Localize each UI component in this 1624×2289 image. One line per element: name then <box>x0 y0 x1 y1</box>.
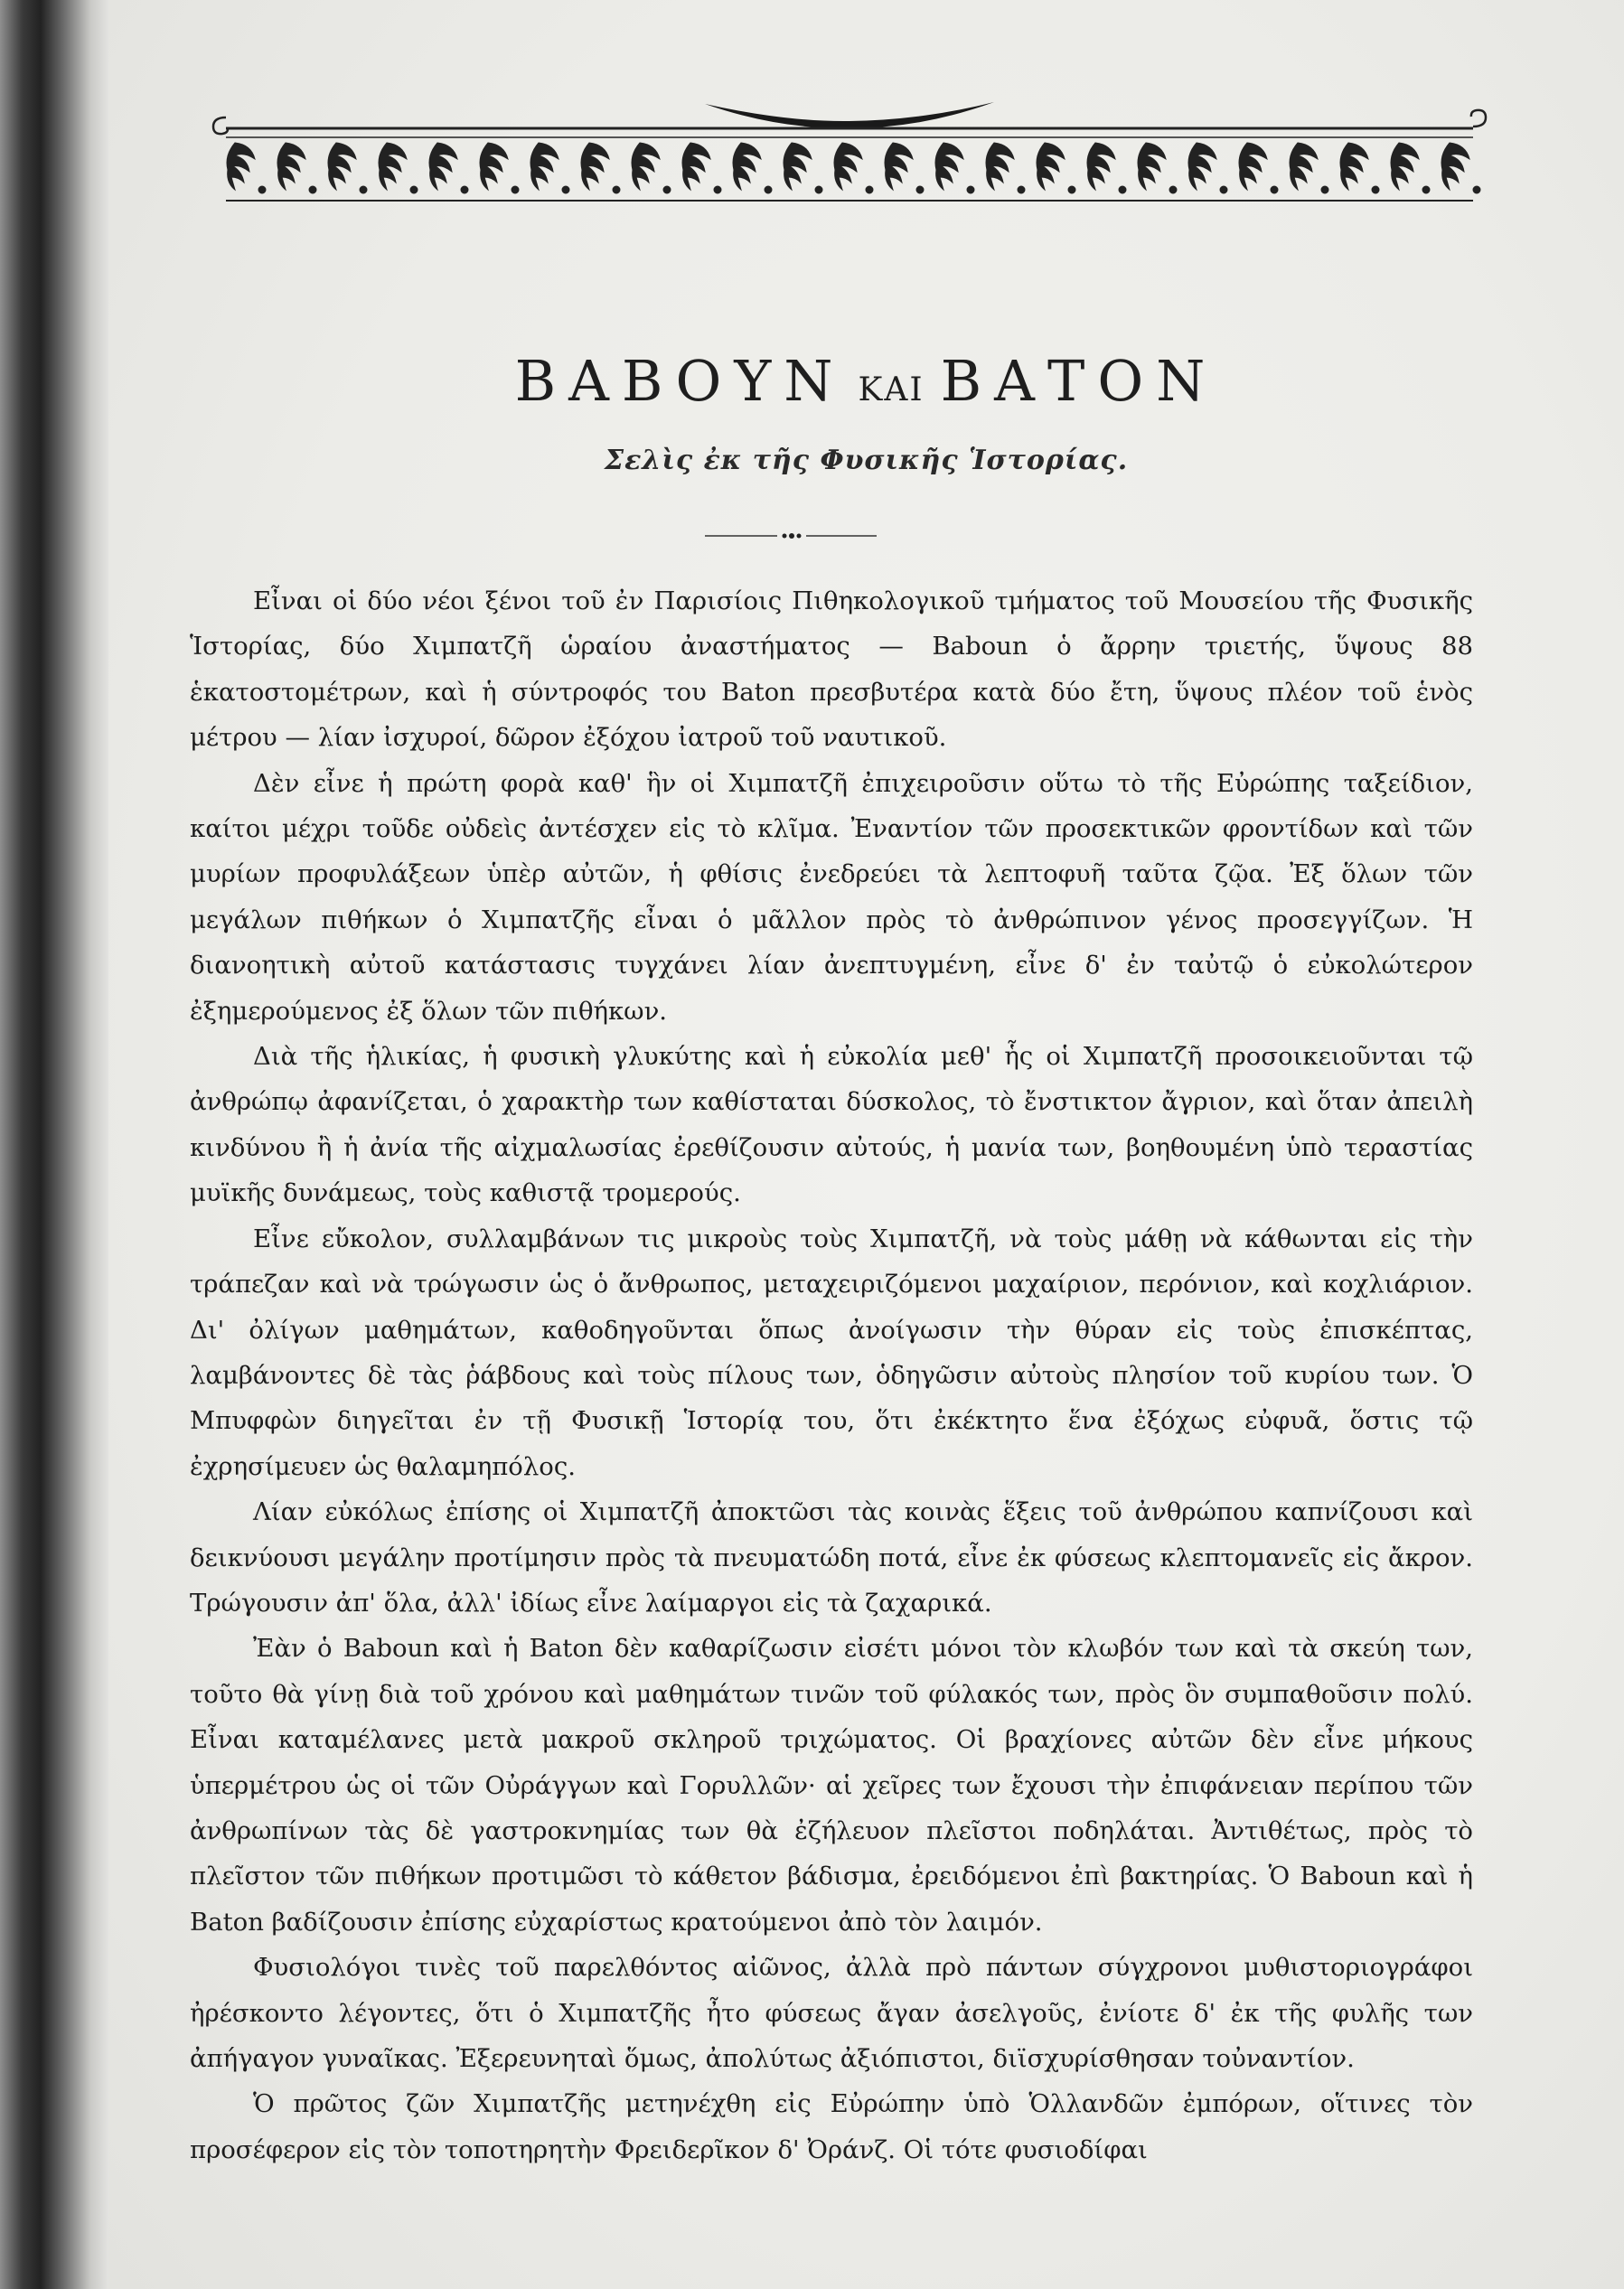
palmette-dot <box>815 186 822 193</box>
palmette-motif <box>581 143 609 190</box>
paragraph: Εἶνε εὔκολον, συλλαμβάνων τις μικροὺς τοὺς Χιμπατζῆ, νὰ τοὺς μάθῃ νὰ κάθωνται εἰς τὴν τράπεζαν καὶ νὰ τρώγωσιν ὡς ὁ ἄνθρωπος, μεταχειριζόμενοι μαχαίριον, περόνιον, καὶ κοχλιάριον. Δι' ὀλίγων μαθημάτων, καθοδηγοῦνται ὅπως ἀνοίγωσιν τὴν θύραν εἰς τοὺς ἐπισκέπτας, λαμβάνοντες δὲ τὰς ῥάβδους καὶ τοὺς πίλους των, ὁδηγῶσιν αὐτοὺς πλησίον τοῦ κυρίου των. Ὁ Μπυφφὼν διηγεῖται ἐν τῇ Φυσικῇ Ἱστορίᾳ του, ὅτι ἐκέκτητο ἕνα ἐξόχως εὐφυᾶ, ὅστις τῷ ἐχρησίμευεν ὡς θαλαμηπόλος. <box>190 1224 1473 1481</box>
section-divider <box>705 531 877 540</box>
palmette-motif <box>986 143 1014 190</box>
palmette-dot <box>714 186 721 193</box>
palmette-dot <box>1068 186 1075 193</box>
palmette-dot <box>1018 186 1025 193</box>
palmette-motif <box>429 143 457 190</box>
palmette-dot <box>1271 186 1278 193</box>
page-title <box>108 348 1624 414</box>
palmette-motif <box>1037 143 1065 190</box>
palmette-dot <box>461 186 468 193</box>
title-part-2: ΒΑΤΟΝ <box>940 348 1218 414</box>
palmette-motif <box>480 143 508 190</box>
palmette-dot <box>512 186 519 193</box>
palmette-dot <box>1422 186 1430 193</box>
palmette-motif <box>1391 143 1419 190</box>
palmette-dot <box>562 186 569 193</box>
palmette-motif <box>834 143 862 190</box>
palmette-dot <box>258 186 266 193</box>
palmette-motif <box>935 143 963 190</box>
paragraph: Λίαν εὐκόλως ἐπίσης οἱ Χιμπατζῆ ἀποκτῶσι τὰς κοινὰς ἕξεις τοῦ ἀνθρώπου καπνίζουσι καὶ δεικνύουσι μεγάλην προτίμησιν πρὸς τὰ πνευματώδη ποτά, εἶνε ἐκ φύσεως κλεπτομανεῖς εἰς ἄκρον. Τρώγουσιν ἀπ' ὅλα, ἀλλ' ἰδίως εἶνε λαίμαργοι εἰς τὰ ζαχαρικά. <box>190 1497 1473 1618</box>
palmette-dot <box>663 186 671 193</box>
paragraph: Δὲν εἶνε ἡ πρώτη φορὰ καθ' ἣν οἱ Χιμπατζῆ ἐπιχειροῦσιν οὕτω τὸ τῆς Εὐρώπης ταξείδιον, καίτοι μέχρι τοῦδε οὐδεὶς ἀντέσχεν εἰς τὸ κλῖμα. Ἐναντίον τῶν προσεκτικῶν φροντίδων καὶ τῶν μυρίων προφυλάξεων ὑπὲρ αὐτῶν, ἡ φθίσις ἐνεδρεύει τὰ λεπτοφυῆ ταῦτα ζῷα. Ἐξ ὅλων τῶν μεγάλων πιθήκων ὁ Χιμπατζῆς εἶναι ὁ μᾶλλον πρὸς τὸ ἀνθρώπινον γένος προσεγγίζων. Ἡ διανοητικὴ αὐτοῦ κατάστασις τυγχάνει λίαν ἀνεπτυγμένη, εἶνε δ' ἐν ταὐτῷ ὁ εὐκολώτερον ἐξημερούμενος ἐξ ὅλων τῶν πιθήκων. <box>190 768 1473 1026</box>
palmette-dot <box>613 186 620 193</box>
palmette-motif <box>1290 143 1318 190</box>
palmette-dot <box>1169 186 1177 193</box>
palmette-dot <box>1473 186 1480 193</box>
palmette-motif <box>784 143 812 190</box>
palmette-dot <box>309 186 316 193</box>
palmette-motif <box>682 143 710 190</box>
palmette-motif <box>277 143 305 190</box>
palmette-dot <box>967 186 974 193</box>
paragraph: Ἐὰν ὁ Baboun καὶ ἡ Baton δὲν καθαρίζωσιν εἰσέτι μόνοι τὸν κλωβόν των καὶ τὰ σκεύη των, τοῦτο θὰ γίνῃ διὰ τοῦ χρόνου καὶ μαθημάτων τινῶν τοῦ φύλακός των, πρὸς ὃν συμπαθοῦσιν πολύ. Εἶναι καταμέλανες μετὰ μακροῦ σκληροῦ τριχώματος. Οἱ βραχίονες αὐτῶν δὲν εἶνε μήκους ὑπερμέτρου ὡς οἱ τῶν Οὐράγγων καὶ Γορυλλῶν· αἱ χεῖρες των ἔχουσι τὴν ἐπιφάνειαν περίπου τῶν ἀνθρωπίνων τὰς δὲ γαστροκνημίας των θὰ ἐζήλευον πλεῖστοι ποδηλάται. Ἀντιθέτως, πρὸς τὸ πλεῖστον τῶν πιθήκων προτιμῶσι τὸ κάθετον βάδισμα, ἐρειδόμενοι ἐπὶ βακτηρίας. Ὁ Baboun καὶ ἡ Baton βαδίζουσιν ἐπίσης εὐχαρίστως κρατούμενοι ἀπὸ τὸν λαιμόν. <box>190 1634 1473 1937</box>
palmette-motif <box>1188 143 1216 190</box>
palmette-motif <box>1441 143 1469 190</box>
article-body <box>190 578 1473 2172</box>
palmette-dot <box>916 186 924 193</box>
palmette-motif <box>1340 143 1368 190</box>
palmette-motif <box>379 143 407 190</box>
paragraph: Εἶναι οἱ δύο νέοι ξένοι τοῦ ἐν Παρισίοις Πιθηκολογικοῦ τμήματος τοῦ Μουσείου τῆς Φυσικῆς Ἱστορίας, δύο Χιμπατζῆ ὡραίου ἀναστήματος — Baboun ὁ ἄρρην τριετής, ὕψους 88 ἑκατοστομέτρων, καὶ ἡ σύντροφός του Baton πρεσβυτέρα κατὰ δύο ἔτη, ὕψους πλέον τοῦ ἑνὸς μέτρου — λίαν ἰσχυροί, δῶρον ἐξόχου ἰατροῦ τοῦ ναυτικοῦ. <box>190 586 1473 753</box>
palmette-dot <box>1321 186 1328 193</box>
palmette-motif <box>1138 143 1166 190</box>
palmette-dot <box>1119 186 1126 193</box>
palmette-motif <box>1239 143 1267 190</box>
palmette-motif <box>227 143 255 190</box>
title-part-1: ΒΑΒΟΥΝ <box>514 348 846 414</box>
palmette-motif <box>885 143 913 190</box>
palmette-dot <box>1372 186 1379 193</box>
palmette-motif <box>328 143 356 190</box>
page <box>108 0 1624 2289</box>
palmette-motif <box>733 143 761 190</box>
palmette-dot <box>410 186 418 193</box>
header-ornament <box>199 99 1500 217</box>
palmette-motif <box>632 143 660 190</box>
title-connector: ΚΑΙ <box>858 371 925 408</box>
palmette-motif <box>1087 143 1115 190</box>
subtitle: Σελὶς ἐκ τῆς Φυσικῆς Ἱστορίας. <box>604 445 1129 476</box>
palmette-dot <box>765 186 772 193</box>
paragraph: Διὰ τῆς ἡλικίας, ἡ φυσικὴ γλυκύτης καὶ ἡ εὐκολία μεθ' ἧς οἱ Χιμπατζῆ προσοικειοῦνται τῷ ἀνθρώπῳ ἀφανίζεται, ὁ χαρακτὴρ των καθίσταται δύσκολος, τὸ ἔνστικτον ἄγριον, καὶ ὅταν ἀπειλὴ κινδύνου ἢ ἡ ἀνία τῆς αἰχμαλωσίας ἐρεθίζουσιν αὐτούς, ἡ μανία των, βοηθουμένη ὑπὸ τεραστίας μυϊκῆς δυνάμεως, τοὺς καθιστᾷ τρομερούς. <box>190 1042 1473 1208</box>
palmette-dot <box>1220 186 1227 193</box>
paragraph: Φυσιολόγοι τινὲς τοῦ παρελθόντος αἰῶνος, ἀλλὰ πρὸ πάντων σύγχρονοι μυθιστοριογράφοι ἠρέσκοντο λέγοντες, ὅτι ὁ Χιμπατζῆς ἦτο φύσεως ἄγαν ἀσελγοῦς, ἐνίοτε δ' ἐκ τῆς φυλῆς των ἀπήγαγον γυναῖκας. Ἐξερευνηταὶ ὅμως, ἀπολύτως ἀξιόπιστοι, διϊσχυρίσθησαν τοὐναντίον. <box>190 1953 1473 2073</box>
paragraph: Ὁ πρῶτος ζῶν Χιμπατζῆς μετηνέχθη εἰς Εὐρώπην ὑπὸ Ὁλλανδῶν ἐμπόρων, οἵτινες τὸν προσέφερον εἰς τὸν τοποτηρητὴν Φρειδερῖκον δ' Ὀράνζ. Οἱ τότε φυσιοδίφαι <box>190 2089 1473 2164</box>
palmette-motif <box>530 143 559 190</box>
palmette-dot <box>360 186 367 193</box>
book-gutter <box>0 0 108 2289</box>
palmette-dot <box>866 186 873 193</box>
